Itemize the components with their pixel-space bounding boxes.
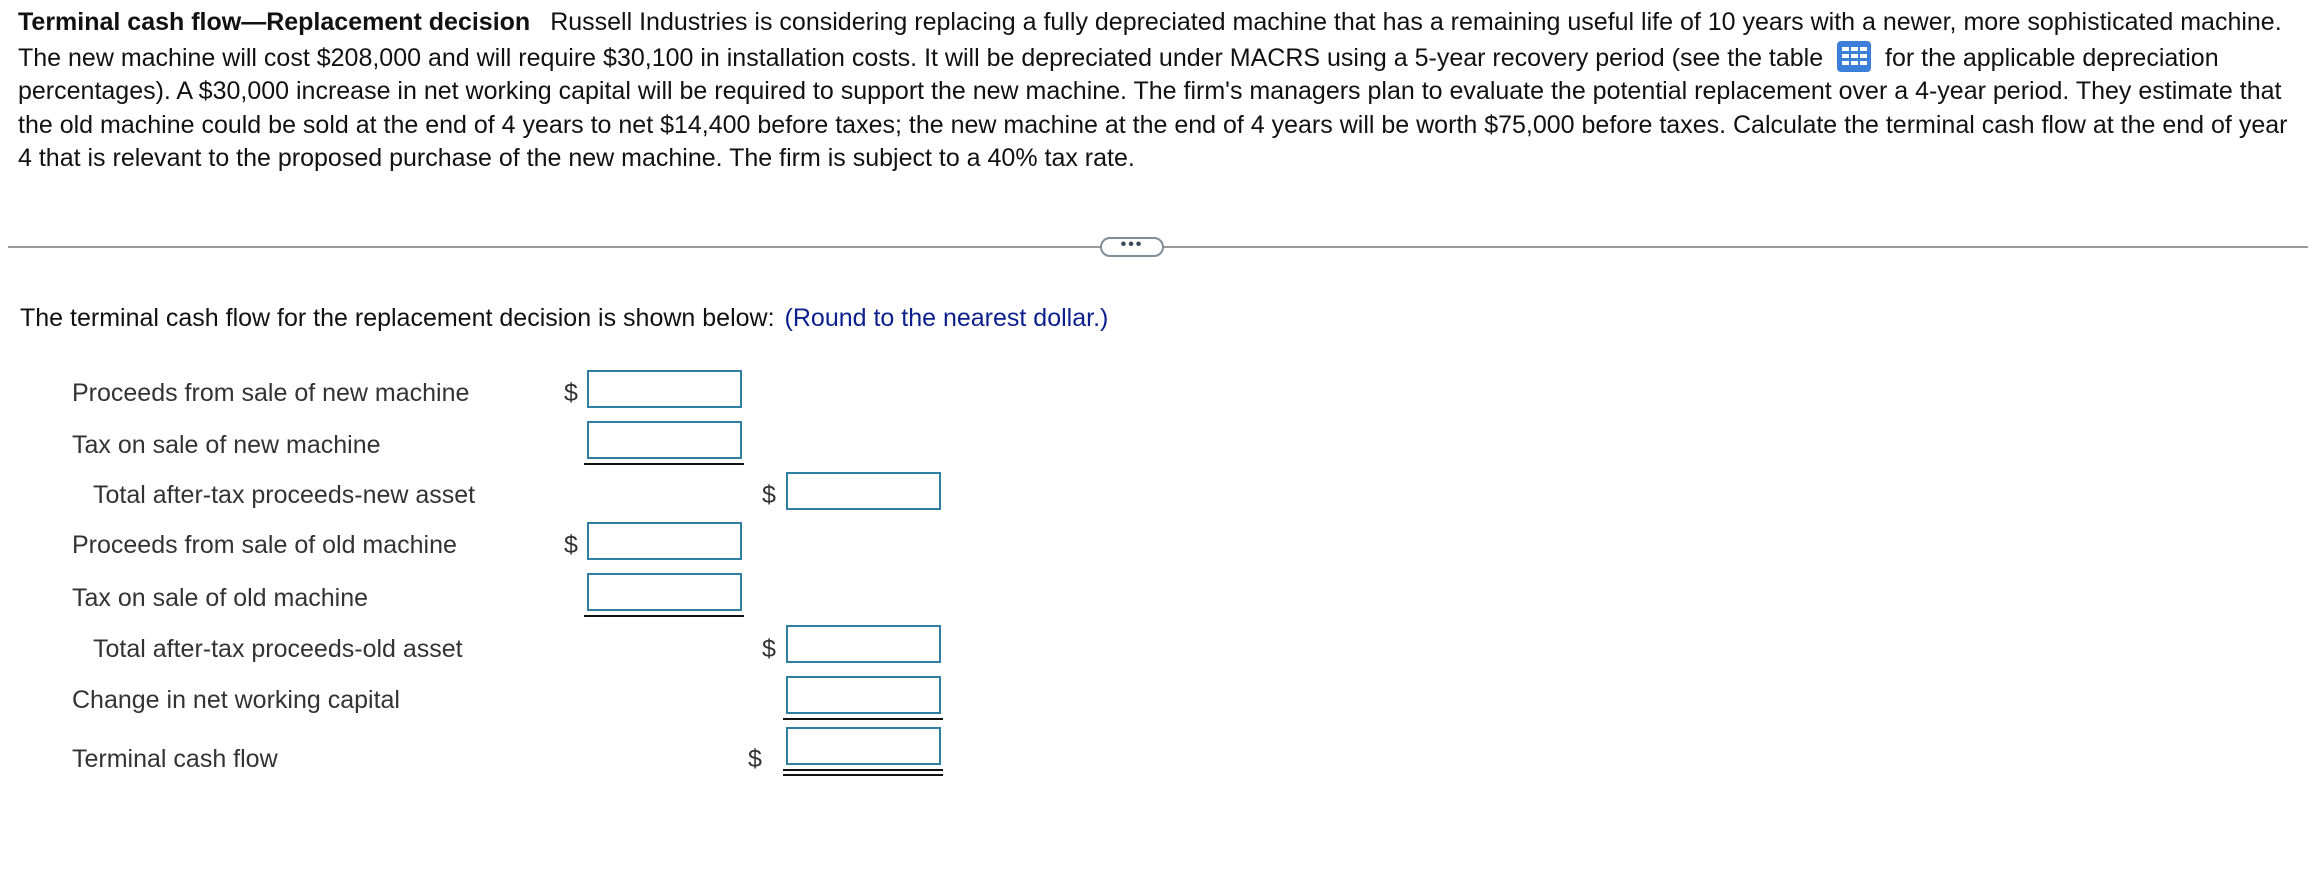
- tax-old-machine-input[interactable]: [587, 573, 742, 611]
- row-label-proceeds-new: Proceeds from sale of new machine: [72, 379, 470, 407]
- row-label-tax-old: Tax on sale of old machine: [72, 584, 369, 612]
- row-label-tax-new: Tax on sale of new machine: [72, 431, 381, 459]
- dollar-sign: $: [762, 481, 776, 509]
- row-label-total-new: Total after-tax proceeds-new asset: [93, 481, 476, 509]
- problem-title: Terminal cash flow—Replacement decision: [18, 8, 531, 36]
- problem-text-part2: for the applicable depreciation percentages). A $30,000 increase in net working capital will be required to support the new machine. The firm's managers plan to evaluate the potential replacement over a 4-year period. They estimate that the old machine could be sold at the end of 4 years to net $14,400 before taxes; the new machine at the end of 4 years will be worth $75,000 before taxes. Calculate the terminal cash flow at the end of year 4 that is relevant to the proposed purchase of the new machine. The firm is subject to a 40% tax rate.: [18, 43, 2288, 172]
- expand-more-button[interactable]: •••: [1100, 237, 1164, 257]
- rounding-hint: (Round to the nearest dollar.): [784, 304, 1109, 332]
- instruction: [20, 304, 1108, 333]
- tax-new-machine-input[interactable]: [587, 421, 742, 459]
- total-after-tax-old-input[interactable]: [786, 625, 941, 663]
- dollar-sign: $: [564, 531, 578, 559]
- instruction-text: The terminal cash flow for the replacement decision is shown below:: [20, 304, 775, 332]
- total-double-rule-top: [783, 769, 943, 771]
- row-label-proceeds-old: Proceeds from sale of old machine: [72, 531, 457, 559]
- row-label-nwc: Change in net working capital: [72, 686, 400, 714]
- table-grid-icon[interactable]: [1836, 40, 1872, 73]
- problem-text-part1: Russell Industries is considering replacing a fully depreciated machine that has a remaining useful life of 10 years with a newer, more sophisticated machine. The new machine will cost $208,000 and will require $30,100 in installation costs. It will be depreciated under MACRS using a 5-year recovery period (see the table: [18, 8, 2282, 72]
- total-after-tax-new-input[interactable]: [786, 472, 941, 510]
- problem-statement: [18, 6, 2300, 176]
- subtotal-rule: [584, 463, 744, 465]
- dollar-sign: $: [748, 745, 762, 773]
- terminal-cash-flow-input[interactable]: [786, 727, 941, 765]
- change-nwc-input[interactable]: [786, 676, 941, 714]
- row-label-terminal-cash-flow: Terminal cash flow: [72, 745, 278, 773]
- subtotal-rule: [584, 615, 744, 617]
- subtotal-rule: [783, 718, 943, 720]
- row-label-total-old: Total after-tax proceeds-old asset: [93, 635, 463, 663]
- total-double-rule-bottom: [783, 774, 943, 776]
- dollar-sign: $: [564, 379, 578, 407]
- proceeds-new-machine-input[interactable]: [587, 370, 742, 408]
- proceeds-old-machine-input[interactable]: [587, 522, 742, 560]
- dollar-sign: $: [762, 635, 776, 663]
